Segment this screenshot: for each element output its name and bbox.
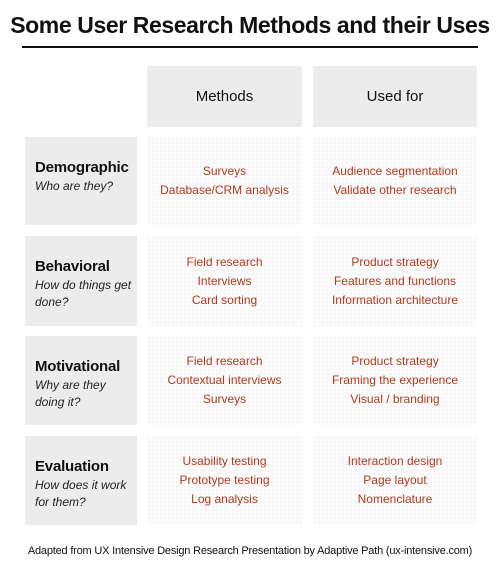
row-question: Why are they doing it? xyxy=(35,378,106,409)
methods-header-label: Methods xyxy=(195,88,254,105)
methods-cell-motivational xyxy=(147,336,302,425)
row-name: Evaluation xyxy=(35,458,109,475)
attribution-footer: Adapted from UX Intensive Design Research Presentation by Adaptive Path (ux-intensive.com) xyxy=(27,545,473,557)
row-question: How does it work for them? xyxy=(35,478,127,509)
use-item: Product strategy xyxy=(351,354,439,368)
method-item: Log analysis xyxy=(191,492,258,506)
use-item: Nomenclature xyxy=(357,492,433,506)
used-for-cell-behavioral xyxy=(313,236,477,326)
methods-column-header xyxy=(147,66,302,127)
used-for-cell-motivational xyxy=(313,336,477,425)
methods-cell-demographic xyxy=(147,137,302,225)
method-item: Surveys xyxy=(202,164,247,178)
row-question: Who are they? xyxy=(35,179,114,193)
use-item: Interaction design xyxy=(347,454,443,468)
row-name: Motivational xyxy=(35,358,121,375)
method-item: Field research xyxy=(186,354,263,368)
methods-cell-evaluation xyxy=(147,436,302,525)
row-label-demographic xyxy=(25,137,137,225)
row-name: Demographic xyxy=(35,159,129,176)
title-divider xyxy=(22,46,478,48)
row-label-motivational xyxy=(25,336,137,425)
method-item: Database/CRM analysis xyxy=(160,183,289,197)
page-title: Some User Research Methods and their Uses xyxy=(10,12,490,38)
used-for-cell-demographic xyxy=(313,137,477,225)
use-item: Product strategy xyxy=(351,254,439,269)
method-item: Field research xyxy=(186,254,263,269)
row-question: How do things get done? xyxy=(35,278,132,309)
row-name: Behavioral xyxy=(35,258,110,275)
method-item: Card sorting xyxy=(191,292,258,307)
method-item: Prototype testing xyxy=(179,473,270,487)
use-item: Page layout xyxy=(363,473,427,487)
method-item: Usability testing xyxy=(182,454,267,468)
use-item: Visual / branding xyxy=(350,392,440,406)
use-item: Framing the experience xyxy=(331,373,459,387)
method-item: Surveys xyxy=(202,392,247,406)
use-item: Information architecture xyxy=(331,292,459,307)
used-for-cell-evaluation xyxy=(313,436,477,525)
row-label-evaluation xyxy=(25,436,137,525)
used-for-header-label: Used for xyxy=(366,88,424,105)
use-item: Validate other research xyxy=(333,183,457,197)
use-item: Features and functions xyxy=(333,273,457,288)
used-for-column-header xyxy=(313,66,477,127)
methods-cell-behavioral xyxy=(147,236,302,326)
use-item: Audience segmentation xyxy=(332,164,458,178)
row-label-behavioral xyxy=(25,236,137,326)
method-item: Interviews xyxy=(197,273,252,288)
method-item: Contextual interviews xyxy=(167,373,282,387)
